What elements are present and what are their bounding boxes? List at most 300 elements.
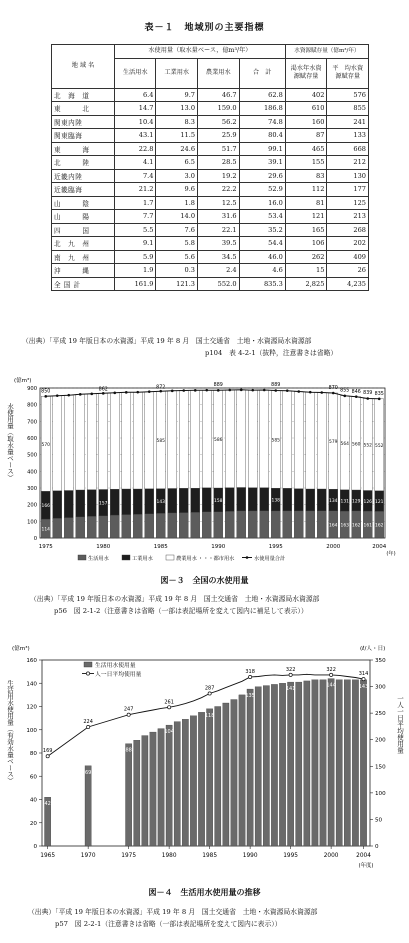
drought-resource-cell: 112 (285, 183, 327, 197)
region-cell: 関東内陸 (52, 115, 115, 129)
domestic-use-bar (287, 682, 293, 846)
domestic-bar (87, 516, 96, 538)
region-cell: 四 国 (52, 223, 115, 237)
industrial-bar (133, 489, 142, 514)
total-point (44, 395, 47, 398)
domestic-cell: 161.9 (114, 277, 156, 291)
y-tick-label: 500 (27, 452, 37, 459)
legend-swatch (78, 555, 86, 560)
drought-resource-cell: 402 (285, 88, 327, 102)
domestic-use-bar (263, 686, 269, 846)
industrial-cell: 0.3 (156, 264, 198, 278)
line-value-label: 224 (83, 718, 93, 725)
region-header: 地 域 名 (52, 45, 115, 89)
table-row (52, 250, 369, 264)
domestic-use-bar (206, 709, 212, 846)
mean-resource-cell: 177 (327, 183, 369, 197)
agricultural-bar (53, 396, 62, 491)
drought-resource-cell: 106 (285, 237, 327, 251)
region-cell: 東 海 (52, 142, 115, 156)
table-row (52, 210, 369, 224)
agricultural-cell: 31.6 (198, 210, 240, 224)
table-row (52, 237, 369, 251)
industrial-cell: 6.5 (156, 156, 198, 170)
figure3-source-line2: p56 図 2-1-2（注意書きは省略（一部は表記場所を変えて図内に補足して表示）） (54, 607, 308, 615)
legend-label: 生活用水 (88, 556, 109, 562)
drought-resource-cell: 155 (285, 156, 327, 170)
domestic-bar (271, 511, 280, 538)
domestic-bar (168, 513, 177, 538)
col-header-industrial: 工業用水 (156, 58, 198, 88)
y-tick-label: 800 (27, 402, 37, 409)
bar-value-label: 143 (156, 499, 165, 505)
domestic-cell: 14.7 (114, 102, 156, 116)
y-tick-label: 900 (27, 386, 37, 392)
domestic-use-bar (360, 680, 366, 846)
line-value-label: 169 (42, 748, 53, 755)
domestic-cell: 5.5 (114, 223, 156, 237)
bar-value-label: 585 (271, 438, 280, 444)
total-point (378, 398, 381, 401)
y-right-tick-label: 350 (375, 658, 386, 664)
mean-resource-cell: 26 (327, 264, 369, 278)
agricultural-bar (133, 392, 142, 489)
y-tick-label: 200 (27, 502, 37, 509)
y-left-axis-label: 生活用水使用量（有効水量ベース） (6, 680, 14, 784)
region-cell: 沖 縄 (52, 264, 115, 278)
domestic-bar (306, 511, 315, 538)
y-right-tick-label: 150 (375, 764, 386, 771)
industrial-cell: 8.3 (156, 115, 198, 129)
total-cell: 99.1 (239, 142, 285, 156)
total-point (274, 389, 277, 392)
line-point (362, 678, 365, 681)
region-cell: 南 九 州 (52, 250, 115, 264)
industrial-bar (53, 491, 62, 518)
line-value-label: 314 (358, 671, 369, 678)
bar-value-label: 144 (326, 682, 336, 689)
regional-indicators-table (51, 44, 369, 291)
figure4-source-line2: p57 図 2-2-1（注意書きは省略（一部は表記場所を変えて図内に表示）） (55, 920, 282, 928)
domestic-cell: 1.7 (114, 196, 156, 210)
agricultural-cell: 39.5 (198, 237, 240, 251)
domestic-cell: 4.1 (114, 156, 156, 170)
total-point (240, 389, 243, 392)
bar-value-label: 552 (375, 443, 384, 449)
col-header-drought-resource: 渇水年水資源賦存量 (285, 58, 327, 88)
line-point (208, 692, 211, 695)
agricultural-bar (122, 392, 131, 489)
agricultural-bar (99, 393, 108, 489)
industrial-cell: 11.5 (156, 129, 198, 143)
total-value-label: 889 (271, 382, 281, 388)
total-point (343, 395, 346, 398)
industrial-bar (191, 488, 200, 512)
total-cell: 29.6 (239, 169, 285, 183)
agricultural-bar (76, 394, 85, 490)
bar-value-label: 118 (204, 712, 215, 719)
agricultural-bar (306, 392, 315, 489)
mean-resource-cell: 133 (327, 129, 369, 143)
domestic-use-bar (231, 700, 237, 846)
region-cell: 山 陰 (52, 196, 115, 210)
drought-resource-cell: 15 (285, 264, 327, 278)
bar-value-label: 104 (164, 729, 174, 736)
table-row (52, 129, 369, 143)
domestic-use-bar (158, 729, 164, 846)
y-tick-label: 700 (27, 419, 37, 426)
industrial-cell: 5.8 (156, 237, 198, 251)
domestic-use-bar (223, 703, 229, 846)
total-cell: 80.4 (239, 129, 285, 143)
mean-resource-cell: 668 (327, 142, 369, 156)
total-value-label: 846 (351, 390, 361, 395)
domestic-use-bar (174, 722, 180, 846)
domestic-use-bar (182, 719, 188, 846)
domestic-bar (225, 511, 234, 538)
line-value-label: 287 (204, 685, 215, 692)
line-point (289, 673, 292, 676)
mean-resource-cell: 202 (327, 237, 369, 251)
y-tick-label: 100 (27, 519, 37, 526)
legend-label: 農業用水 (176, 556, 197, 562)
total-cell: 54.4 (239, 237, 285, 251)
line-point (330, 673, 333, 676)
total-point (113, 392, 116, 395)
y-left-tick-label: 160 (26, 658, 37, 664)
total-cell: 52.9 (239, 183, 285, 197)
industrial-bar (283, 488, 292, 511)
mean-resource-cell: 409 (327, 250, 369, 264)
domestic-bar (156, 513, 165, 538)
figure4-caption: 図－４ 生活用水使用量の推移 (148, 887, 261, 897)
drought-resource-cell: 262 (285, 250, 327, 264)
industrial-bar (168, 489, 177, 513)
domestic-bar (53, 518, 62, 538)
total-cell: 62.8 (239, 88, 285, 102)
y-right-tick-label: 100 (375, 790, 386, 797)
mean-resource-cell: 241 (327, 115, 369, 129)
domestic-bar (283, 511, 292, 538)
line-point (127, 713, 130, 716)
total-point (297, 390, 300, 393)
table-row (52, 88, 369, 102)
total-point (286, 389, 289, 392)
domestic-use-bar (344, 680, 350, 846)
table-row (52, 223, 369, 237)
y-unit-label: (億m³) (14, 378, 32, 384)
x-tick-label: 1980 (161, 853, 177, 859)
agricultural-cell: 12.5 (198, 196, 240, 210)
region-cell: 東 北 (52, 102, 115, 116)
x-tick-label: 2000 (326, 544, 341, 550)
total-value-label: 850 (41, 389, 51, 395)
y-tick-label: 0 (33, 536, 37, 542)
region-cell: 北 九 州 (52, 237, 115, 251)
table-row (52, 264, 369, 278)
domestic-use-bar (215, 707, 221, 847)
figure3-caption: 図－３ 全国の水使用量 (160, 575, 249, 585)
x-tick-label: 1965 (40, 853, 56, 859)
domestic-use-bar (166, 725, 172, 846)
total-point (228, 389, 231, 392)
domestic-cell: 5.9 (114, 250, 156, 264)
bar-value-label: 143 (358, 683, 369, 690)
bar-value-label: 121 (375, 500, 384, 505)
table-row (52, 183, 369, 197)
table-total-row (52, 277, 369, 291)
domestic-use-bar (255, 687, 261, 846)
y-left-tick-label: 0 (33, 844, 37, 850)
total-point (251, 389, 254, 392)
domestic-water-use-chart (0, 638, 409, 878)
domestic-bar (122, 515, 131, 539)
domestic-use-bar (239, 695, 245, 846)
x-unit-label: (年) (386, 551, 396, 557)
drought-resource-cell: 160 (285, 115, 327, 129)
drought-resource-cell: 121 (285, 210, 327, 224)
bar-value-label: 162 (352, 523, 361, 529)
mean-resource-cell: 4,235 (327, 277, 369, 291)
x-tick-label: 1975 (38, 544, 53, 550)
bar-value-label: 88 (125, 747, 132, 754)
mean-resource-cell: 213 (327, 210, 369, 224)
line-point (249, 675, 252, 678)
industrial-bar (237, 488, 246, 511)
table-source-line1: （出典）「平成 19 年版日本の水資源」平成 19 年 8 月 国土交通省 土地・水資源局水資源部 (22, 337, 312, 345)
agricultural-bar (168, 391, 177, 489)
mean-resource-cell: 576 (327, 88, 369, 102)
bar-value-label: 166 (41, 504, 50, 510)
domestic-cell: 9.1 (114, 237, 156, 251)
bar-value-label: 586 (214, 438, 223, 444)
total-point (205, 389, 208, 392)
domestic-cell: 6.4 (114, 88, 156, 102)
y-right-tick-label: 50 (375, 817, 383, 824)
legend-swatch (122, 555, 130, 560)
industrial-bar (122, 489, 131, 515)
table-row (52, 102, 369, 116)
resource-group-header: 水資源賦存量（億m³/年） (285, 45, 368, 59)
line-point (168, 706, 171, 709)
y-right-tick-label: 0 (375, 844, 379, 850)
total-value-label: 835 (374, 391, 384, 397)
domestic-use-bar (198, 712, 204, 846)
industrial-cell: 5.6 (156, 250, 198, 264)
industrial-bar (294, 489, 303, 511)
domestic-use-bar (320, 680, 326, 846)
industrial-cell: 9.7 (156, 88, 198, 102)
figure4-source-line1: （出典）「平成 19 年版日本の水資源」平成 19 年 8 月 国土交通省 土地・水資源局水資源部 (28, 908, 318, 916)
bar-value-label: 42 (44, 801, 51, 808)
table-row (52, 115, 369, 129)
domestic-use-bar (352, 680, 358, 846)
line-value-label: 318 (245, 669, 255, 676)
mean-resource-cell: 130 (327, 169, 369, 183)
col-header-mean-resource: 平 均水資源賦存量 (327, 58, 369, 88)
col-header-total: 合 計 (239, 58, 285, 88)
y-right-axis-label: 一人一日平均使用量 (396, 695, 404, 754)
line-value-label: 322 (285, 666, 296, 673)
legend-label: 人一日平均使用量 (95, 672, 142, 678)
total-point (366, 397, 369, 400)
domestic-use-bar (85, 766, 91, 846)
agricultural-cell: 25.9 (198, 129, 240, 143)
total-point (320, 391, 323, 394)
legend-label: 水使用量合計 (254, 556, 286, 562)
agricultural-cell: 46.7 (198, 88, 240, 102)
drought-resource-cell: 465 (285, 142, 327, 156)
domestic-bar (248, 511, 257, 538)
total-cell: 46.0 (239, 250, 285, 264)
bar-value-label: 564 (340, 441, 349, 447)
table-title: 表－１ 地域別の主要指標 (144, 23, 265, 33)
bar-value-label: 69 (84, 769, 92, 776)
agricultural-bar (202, 390, 211, 488)
domestic-use-bar (312, 680, 318, 846)
agricultural-bar (283, 391, 292, 489)
total-cell: 39.1 (239, 156, 285, 170)
drought-resource-cell: 2,825 (285, 277, 327, 291)
line-value-label: 322 (326, 666, 336, 673)
agricultural-cell: 22.1 (198, 223, 240, 237)
total-cell: 35.2 (239, 223, 285, 237)
domestic-use-bar (150, 732, 156, 846)
bar-value-label: 138 (271, 498, 280, 504)
agricultural-cell: 2.4 (198, 264, 240, 278)
table-row (52, 156, 369, 170)
y-tick-label: 400 (27, 469, 37, 476)
industrial-bar (225, 488, 234, 512)
region-cell: 関東臨海 (52, 129, 115, 143)
total-point (217, 389, 220, 392)
industrial-bar (110, 489, 119, 515)
agricultural-bar (225, 390, 234, 488)
legend-line-marker (86, 672, 89, 675)
total-point (102, 392, 105, 395)
total-point (182, 389, 185, 392)
domestic-bar (202, 512, 211, 538)
line-value-label: 247 (123, 706, 134, 713)
total-cell: 16.0 (239, 196, 285, 210)
agricultural-bar (317, 393, 326, 490)
total-point (136, 391, 139, 394)
total-point (56, 394, 59, 397)
agricultural-bar (191, 390, 200, 488)
industrial-cell: 7.6 (156, 223, 198, 237)
industrial-bar (179, 488, 188, 512)
total-point (194, 389, 197, 392)
agricultural-bar (87, 394, 96, 490)
table-source-line2: p104 表 4-2-1（抜粋，注意書きは省略） (205, 349, 338, 357)
agricultural-bar (145, 392, 154, 489)
y-left-tick-label: 20 (29, 820, 37, 827)
bar-value-label: 114 (41, 527, 50, 533)
total-point (355, 395, 358, 398)
col-header-domestic: 生活用水 (114, 58, 156, 88)
agricultural-bar (110, 393, 119, 489)
region-cell: 北 海 道 (52, 88, 115, 102)
x-tick-label: 1980 (96, 544, 111, 550)
mean-resource-cell: 212 (327, 156, 369, 170)
industrial-bar (87, 490, 96, 516)
y-left-tick-label: 120 (26, 704, 37, 711)
industrial-bar (317, 489, 326, 511)
bar-value-label: 126 (363, 499, 372, 505)
drought-resource-cell: 87 (285, 129, 327, 143)
legend-swatch (166, 555, 174, 560)
industrial-cell: 121.3 (156, 277, 198, 291)
total-point (171, 390, 174, 393)
total-value-label: 839 (363, 391, 373, 397)
agricultural-cell: 34.5 (198, 250, 240, 264)
total-value-label: 872 (156, 385, 166, 391)
domestic-cell: 7.4 (114, 169, 156, 183)
total-cell: 835.3 (239, 277, 285, 291)
y-axis-label: 水使用量（取水量ベース） (6, 403, 14, 481)
x-tick-label: 1970 (80, 853, 96, 859)
national-water-use-chart (0, 368, 409, 570)
legend-note: ・・・都市用水 (198, 556, 235, 562)
line-value-label: 261 (164, 699, 174, 706)
total-point (90, 393, 93, 396)
domestic-bar (76, 517, 85, 538)
bar-value-label: 135 (245, 693, 255, 700)
region-cell: 山 陽 (52, 210, 115, 224)
region-cell: 北 陸 (52, 156, 115, 170)
figure3-source-line1: （出典）「平成 19 年版日本の水資源」平成 19 年 8 月 国土交通省 土地・水資源局水資源部 (30, 595, 320, 603)
water-use-group-header: 水使用量（取水量ベース，億m³/年） (114, 45, 285, 59)
industrial-bar (76, 490, 85, 517)
total-point (309, 391, 312, 394)
domestic-use-bar (328, 679, 334, 846)
domestic-use-bar (271, 684, 277, 846)
domestic-use-bar (125, 744, 131, 846)
domestic-cell: 10.4 (114, 115, 156, 129)
agricultural-bar (248, 390, 257, 488)
industrial-cell: 1.8 (156, 196, 198, 210)
bar-value-label: 164 (329, 523, 338, 529)
bar-value-label: 585 (156, 438, 165, 444)
x-unit-label: (年度) (358, 863, 374, 869)
legend-label: 工業用水 (132, 556, 153, 562)
drought-resource-cell: 610 (285, 102, 327, 116)
x-tick-label: 1995 (283, 853, 299, 859)
domestic-use-bar (296, 682, 302, 846)
domestic-use-bar (190, 716, 196, 846)
domestic-cell: 22.8 (114, 142, 156, 156)
bar-value-label: 570 (41, 442, 50, 448)
line-point (87, 725, 90, 728)
drought-resource-cell: 81 (285, 196, 327, 210)
industrial-cell: 24.6 (156, 142, 198, 156)
domestic-bar (260, 511, 269, 538)
domestic-bar (191, 512, 200, 538)
industrial-bar (306, 489, 315, 511)
agricultural-bar (64, 395, 73, 490)
domestic-bar (145, 514, 154, 538)
y-right-tick-label: 200 (375, 737, 386, 744)
total-cell: 53.4 (239, 210, 285, 224)
x-tick-label: 2000 (323, 853, 339, 859)
bar-value-label: 131 (340, 499, 349, 505)
domestic-use-bar (304, 681, 310, 846)
agricultural-cell: 552.0 (198, 277, 240, 291)
agricultural-cell: 56.2 (198, 115, 240, 129)
agricultural-bar (179, 391, 188, 489)
domestic-bar (99, 516, 108, 538)
domestic-bar (133, 514, 142, 538)
